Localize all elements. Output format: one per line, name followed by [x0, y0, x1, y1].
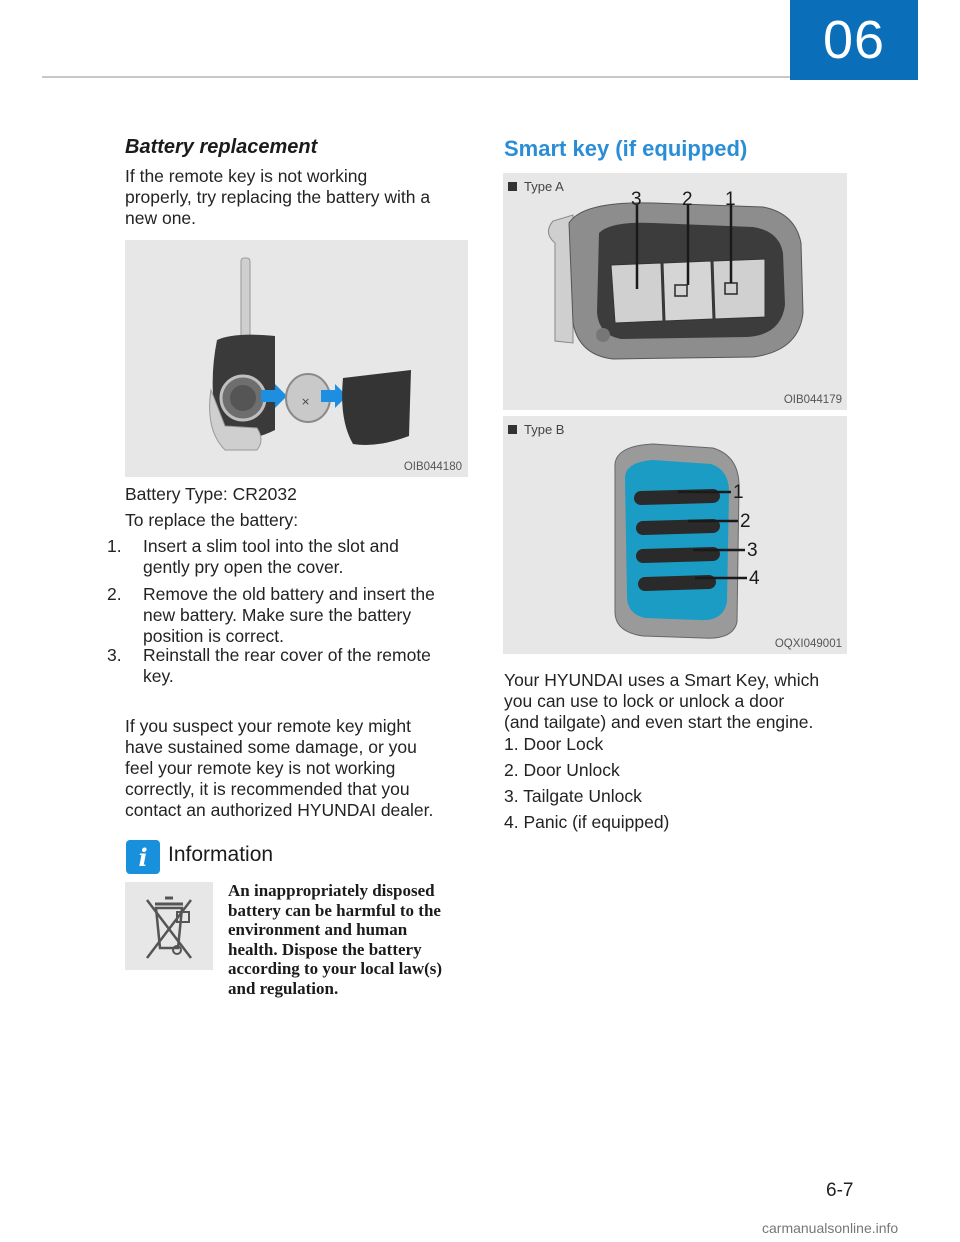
smart-key-type-a-illustration: [503, 173, 847, 410]
function-item: 4. Panic (if equipped): [504, 812, 670, 832]
info-line: and regulation.: [228, 978, 339, 998]
crossed-bin-icon: [125, 882, 213, 970]
step-item: [107, 536, 488, 578]
step-number: 1.: [107, 536, 122, 556]
type-a-figure: [503, 173, 847, 410]
type-b-figure: [503, 416, 847, 654]
info-line: environment and human: [228, 920, 408, 939]
battery-replacement-title: Battery replacement: [125, 136, 318, 158]
callout-number: 2: [682, 189, 693, 210]
information-title: Information: [168, 843, 274, 866]
chapter-tab: 06: [790, 0, 918, 80]
function-item: 3. Tailgate Unlock: [504, 786, 642, 806]
paragraph-line: (and tailgate) and even start the engine.: [504, 712, 814, 732]
figure-caption: OQXI049001: [774, 638, 842, 650]
callout-number: 3: [631, 189, 642, 210]
step-number: 2.: [107, 584, 122, 604]
callout-number: 1: [733, 482, 744, 503]
header-rule: [42, 76, 790, 78]
step-text: Insert a slim tool into the slot and: [143, 536, 399, 556]
step-text: Remove the old battery and insert the: [143, 584, 435, 604]
paragraph-line: correctly, it is recommended that you: [125, 779, 410, 799]
info-line: battery can be harmful to the: [228, 900, 441, 920]
type-a-label-text: Type A: [524, 179, 564, 194]
paragraph-line: Your HYUNDAI uses a Smart Key, which: [504, 670, 820, 690]
step-text: key.: [143, 666, 174, 686]
info-line: An inappropriately disposed: [228, 881, 435, 900]
battery-type-line: Battery Type: CR2032: [125, 484, 297, 504]
callout-number: 3: [747, 540, 758, 561]
key-battery-illustration: [125, 240, 468, 477]
info-icon: i: [126, 840, 160, 874]
step-number: 3.: [107, 645, 122, 665]
info-line: health. Dispose the battery: [228, 939, 422, 959]
callout-number: 2: [740, 511, 751, 532]
step-text: new battery. Make sure the battery: [143, 605, 412, 625]
paragraph-line: you can use to lock or unlock a door: [504, 691, 785, 711]
type-b-label-text: Type B: [524, 422, 565, 437]
steps-intro: To replace the battery:: [125, 510, 299, 530]
smart-key-type-b-illustration: [503, 416, 847, 654]
battery-figure: [125, 240, 468, 477]
step-item: [107, 645, 488, 687]
function-item: 1. Door Lock: [504, 734, 604, 754]
function-item: 2. Door Unlock: [504, 760, 620, 780]
watermark: carmanualsonline.info: [762, 1220, 899, 1236]
step-item: [107, 584, 488, 647]
smart-key-title: Smart key (if equipped): [504, 136, 748, 161]
figure-caption: OIB044180: [403, 461, 462, 473]
disposal-figure: [125, 882, 213, 970]
step-text: Reinstall the rear cover of the remote: [143, 645, 431, 665]
figure-caption: OIB044179: [783, 394, 842, 406]
step-text: position is correct.: [143, 626, 285, 646]
svg-text:×: ×: [301, 395, 311, 408]
smart-key-description: [504, 670, 849, 733]
damage-paragraph: [125, 716, 470, 821]
info-line: according to your local law(s): [228, 959, 443, 978]
battery-intro: [125, 166, 470, 229]
callout-number: 4: [749, 568, 760, 589]
battery-intro-line: properly, try replacing the battery with a: [125, 187, 431, 207]
paragraph-line: If you suspect your remote key might: [125, 716, 411, 736]
callout-number: 1: [725, 189, 736, 210]
page-number: 6-7: [826, 1180, 854, 1201]
paragraph-line: contact an authorized HYUNDAI dealer.: [125, 800, 434, 820]
paragraph-line: have sustained some damage, or you: [125, 737, 417, 757]
paragraph-line: feel your remote key is not working: [125, 758, 396, 778]
battery-intro-line: new one.: [125, 208, 197, 228]
battery-intro-line: If the remote key is not working: [125, 166, 368, 186]
information-text: [228, 881, 473, 998]
step-text: gently pry open the cover.: [143, 557, 344, 577]
